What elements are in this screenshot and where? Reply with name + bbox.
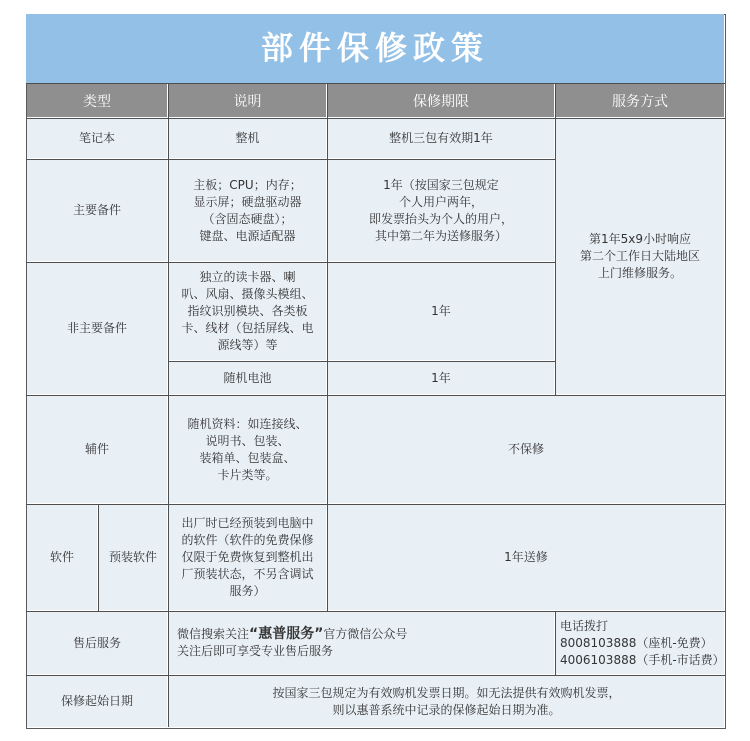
header-type: 类型 [27, 84, 167, 117]
page-title: 部件保修政策 [26, 14, 724, 83]
period-minor-parts: 1年 [328, 263, 554, 360]
type-accessories: 辅件 [27, 396, 167, 503]
phone-title: 电话拨打 [560, 618, 609, 633]
header-description: 说明 [169, 84, 326, 117]
grid-line [26, 611, 725, 612]
phone-mobile: 4006103888（手机-市话费） [560, 652, 725, 667]
type-main-parts: 主要备件 [27, 160, 167, 261]
period-notebook: 整机三包有效期1年 [328, 119, 554, 158]
desc-start-date: 按国家三包规定为有效购机发票日期。如无法提供有效购机发票， 则以惠普系统中记录的保修起始日期为准。 [169, 676, 724, 727]
type-start-date: 保修起始日期 [27, 676, 167, 727]
header-warranty-period: 保修期限 [328, 84, 554, 117]
period-main-parts: 1年（按国家三包规定 个人用户两年， 即发票抬头为个人的用户， 其中第二年为送修服务） [328, 160, 554, 261]
phone-landline: 8008103888（座机-免费） [560, 635, 713, 650]
wechat-line: 微信搜索关注“惠普服务”官方微信公众号 [177, 626, 408, 642]
header-service-mode: 服务方式 [556, 84, 724, 117]
grid-line [26, 83, 725, 84]
desc-minor-parts: 独立的读卡器、喇 叭、风扇、摄像头模组、 指纹识别模块、各类板 卡、线材（包括屏线、电 源线等）等 [169, 263, 326, 360]
period-accessories: 不保修 [328, 396, 724, 503]
brand-name: “惠普服务” [249, 626, 324, 642]
period-software: 1年送修 [328, 505, 724, 610]
desc-software: 出厂时已经预装到电脑中 的软件（软件的免费保修 仅限于免费恢复到整机出 厂预装状态，不另含调试 服务） [169, 505, 326, 610]
desc-battery: 随机电池 [169, 362, 326, 394]
grid-line [26, 675, 725, 676]
desc-main-parts: 主板；CPU；内存； 显示屏；硬盘驱动器 （含固态硬盘）； 键盘、电源适配器 [169, 160, 326, 261]
grid-line [168, 361, 556, 362]
grid-line [26, 262, 556, 263]
grid-line [555, 84, 556, 395]
type-after-sales: 售后服务 [27, 612, 167, 674]
type-minor-parts: 非主要备件 [27, 263, 167, 394]
after-sales-wechat [169, 612, 554, 674]
grid-line [327, 84, 328, 611]
wechat-subline: 关注后即可享受专业售后服务 [177, 644, 334, 658]
desc-accessories: 随机资料：如连接线、 说明书、包装、 装箱单、包装盒、 卡片类等。 [169, 396, 326, 503]
after-sales-phone [556, 612, 724, 674]
grid-line [26, 159, 556, 160]
grid-line [26, 395, 725, 396]
grid-line [555, 612, 556, 675]
subtype-preinstalled-software: 预装软件 [99, 505, 167, 610]
type-software: 软件 [27, 505, 97, 610]
service-mode: 第1年5x9小时响应 第二个工作日大陆地区 上门维修服务。 [556, 119, 724, 394]
grid-line [26, 118, 725, 119]
grid-line [98, 505, 99, 611]
grid-line [168, 84, 169, 727]
grid-line [26, 504, 725, 505]
type-notebook: 笔记本 [27, 119, 167, 158]
desc-notebook: 整机 [169, 119, 326, 158]
period-battery: 1年 [328, 362, 554, 394]
